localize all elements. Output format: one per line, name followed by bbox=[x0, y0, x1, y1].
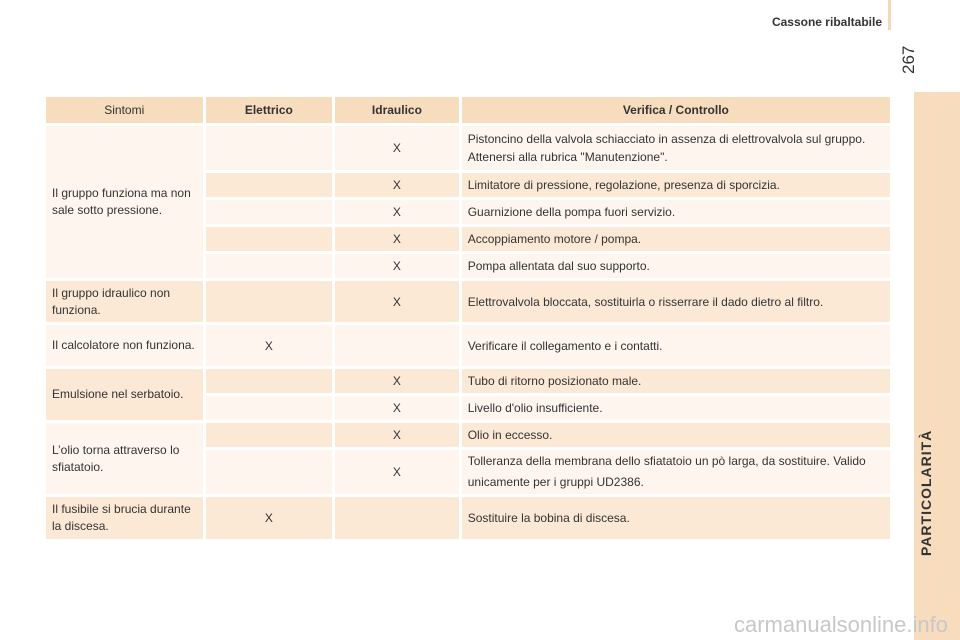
page-number: 267 bbox=[899, 45, 918, 74]
column-header-elettrico: Elettrico bbox=[206, 97, 333, 123]
elettrico-cell bbox=[206, 396, 333, 420]
symptom-cell: Emulsione nel serbatoio. bbox=[46, 369, 203, 420]
elettrico-cell bbox=[206, 369, 333, 393]
column-header-idraulico: Idraulico bbox=[335, 97, 459, 123]
idraulico-cell: X bbox=[335, 126, 459, 170]
check-cell: Olio in eccesso. bbox=[462, 423, 890, 447]
idraulico-cell: X bbox=[335, 227, 459, 251]
symptom-cell: Il calcolatore non funziona. bbox=[46, 325, 203, 366]
check-cell: Guarnizione della pompa fuori servizio. bbox=[462, 200, 890, 224]
watermark-text: carmanualsonline.info bbox=[733, 612, 948, 637]
idraulico-cell: X bbox=[335, 369, 459, 393]
symptom-cell: Il gruppo idraulico non funziona. bbox=[46, 281, 203, 322]
table-row bbox=[46, 126, 890, 170]
idraulico-cell: X bbox=[335, 423, 459, 447]
elettrico-cell bbox=[206, 254, 333, 278]
idraulico-cell: X bbox=[335, 450, 459, 494]
idraulico-cell: X bbox=[335, 173, 459, 197]
check-cell: Verificare il collegamento e i contatti. bbox=[462, 325, 890, 366]
table-row bbox=[46, 423, 890, 447]
idraulico-cell: X bbox=[335, 396, 459, 420]
elettrico-cell bbox=[206, 200, 333, 224]
check-cell: Tolleranza della membrana dello sfiatatoio un pò larga, da sostituire. Valido unicamente per i gruppi UD2386. bbox=[462, 450, 890, 494]
idraulico-cell bbox=[335, 497, 459, 539]
check-cell: Pistoncino della valvola schiacciato in assenza di elettrovalvola sul gruppo. Attenersi alla rubrica "Manutenzione". bbox=[462, 126, 890, 170]
symptom-cell: L’olio torna attraverso lo sfiatatoio. bbox=[46, 423, 203, 494]
table-row bbox=[46, 369, 890, 393]
check-cell: Pompa allentata dal suo supporto. bbox=[462, 254, 890, 278]
elettrico-cell: X bbox=[206, 325, 333, 366]
check-cell: Accoppiamento motore / pompa. bbox=[462, 227, 890, 251]
elettrico-cell bbox=[206, 126, 333, 170]
elettrico-cell bbox=[206, 173, 333, 197]
check-cell: Sostituire la bobina di discesa. bbox=[462, 497, 890, 539]
table-row bbox=[46, 497, 890, 539]
elettrico-cell bbox=[206, 227, 333, 251]
symptom-cell: Il fusibile si brucia durante la discesa. bbox=[46, 497, 203, 539]
idraulico-cell: X bbox=[335, 200, 459, 224]
header-divider bbox=[888, 0, 891, 30]
check-cell: Elettrovalvola bloccata, sostituirla o risserrare il dado dietro al filtro. bbox=[462, 281, 890, 322]
idraulico-cell: X bbox=[335, 254, 459, 278]
troubleshooting-table bbox=[43, 94, 893, 542]
sidebar-section-label: PARTICOLARITÀ bbox=[918, 429, 934, 556]
idraulico-cell bbox=[335, 325, 459, 366]
check-cell: Limitatore di pressione, regolazione, presenza di sporcizia. bbox=[462, 173, 890, 197]
elettrico-cell bbox=[206, 450, 333, 494]
table-row bbox=[46, 281, 890, 322]
column-header-verifica: Verifica / Controllo bbox=[462, 97, 890, 123]
page-header-title: Cassone ribaltabile bbox=[771, 15, 882, 29]
elettrico-cell: X bbox=[206, 497, 333, 539]
check-cell: Livello d'olio insufficiente. bbox=[462, 396, 890, 420]
symptom-cell: Il gruppo funziona ma non sale sotto pressione. bbox=[46, 126, 203, 278]
column-header-sintomi: Sintomi bbox=[46, 97, 203, 123]
elettrico-cell bbox=[206, 423, 333, 447]
idraulico-cell: X bbox=[335, 281, 459, 322]
table-row bbox=[46, 325, 890, 366]
table-header-row bbox=[46, 97, 890, 123]
elettrico-cell bbox=[206, 281, 333, 322]
check-cell: Tubo di ritorno posizionato male. bbox=[462, 369, 890, 393]
section-sidebar bbox=[914, 92, 960, 640]
